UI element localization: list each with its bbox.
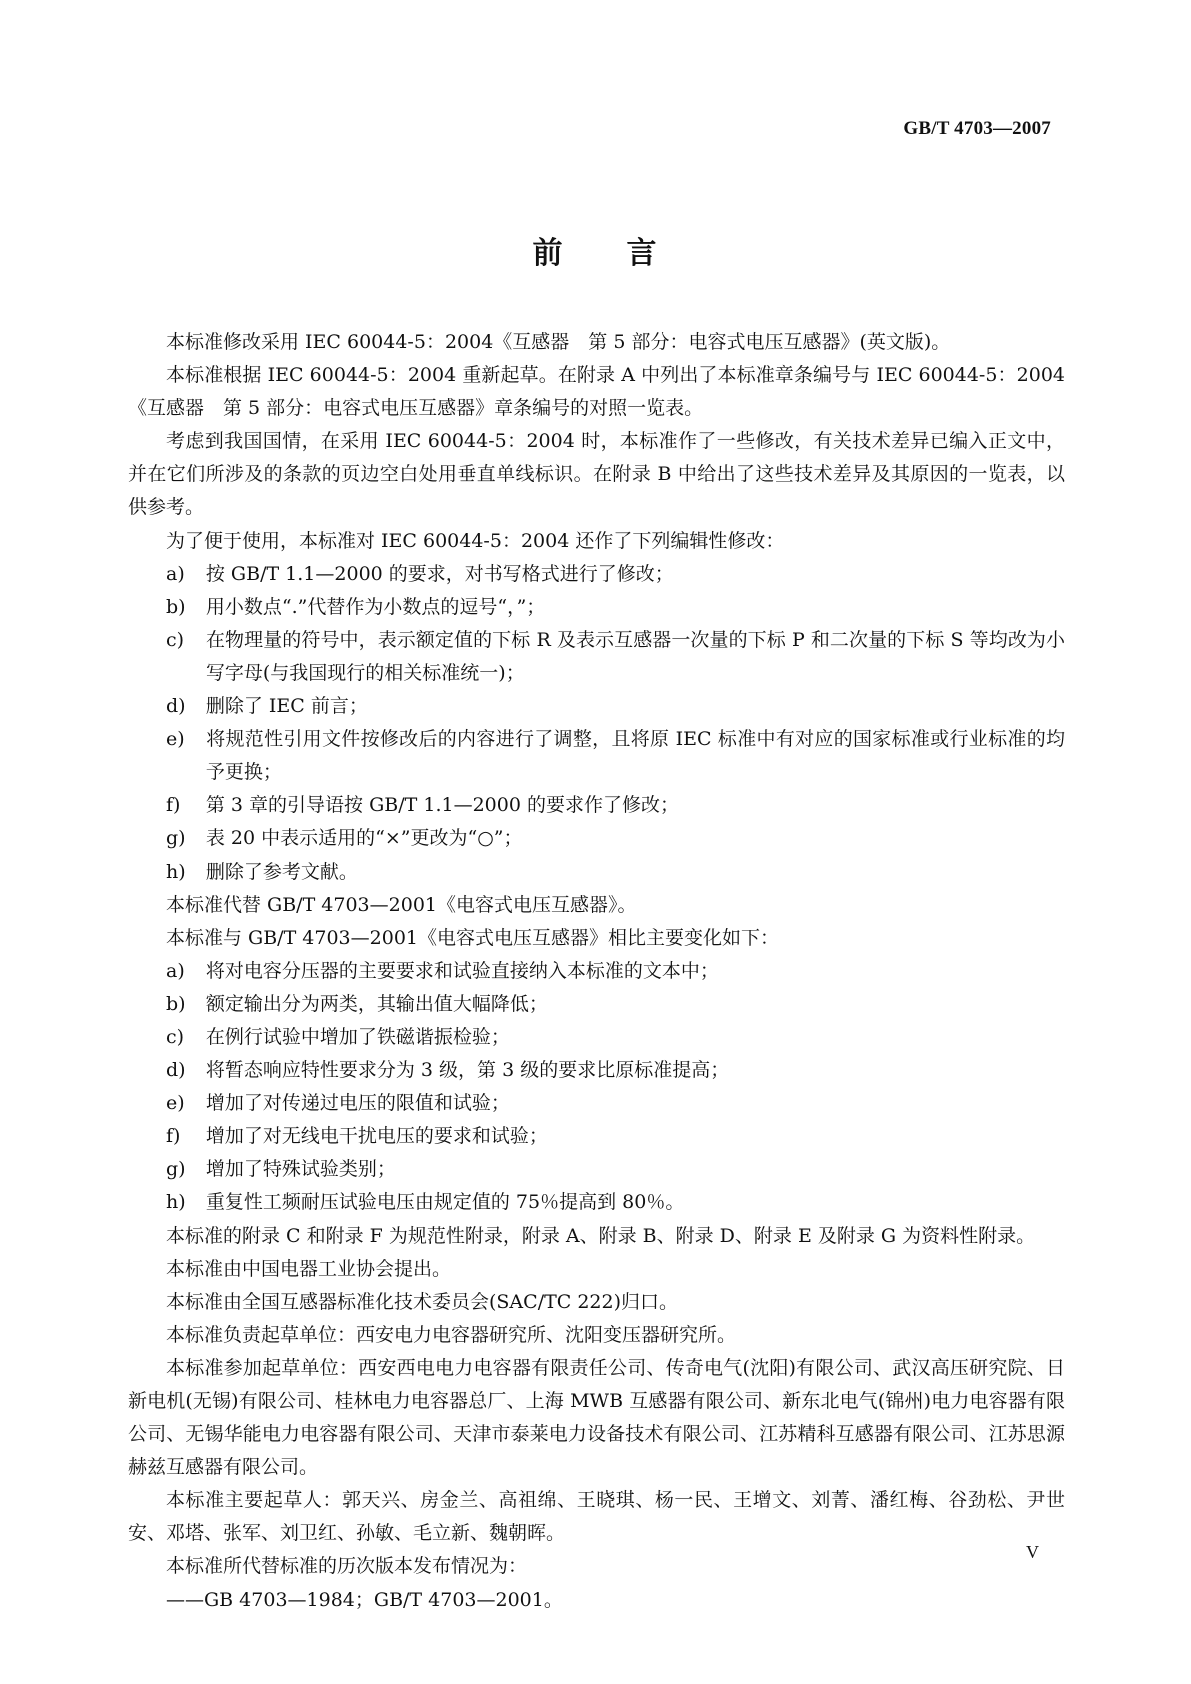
list-item: f) 第 3 章的引导语按 GB/T 1.1—2000 的要求作了修改；	[166, 794, 679, 817]
page-number: V	[1026, 1542, 1039, 1562]
list-item: h) 重复性工频耐压试验电压由规定值的 75％提高到 80％。	[166, 1191, 685, 1214]
list-item: a) 将对电容分压器的主要要求和试验直接纳入本标准的文本中；	[166, 959, 719, 982]
paragraph-annexes: 本标准的附录 C 和附录 F 为规范性附录，附录 A、附录 B、附录 D、附录 E 及附录 G 为资料性附录。	[166, 1224, 1036, 1247]
paragraph-editorial-intro: 为了便于使用，本标准对 IEC 60044-5：2004 还作了下列编辑性修改：	[166, 529, 785, 552]
list-item: g) 表 20 中表示适用的“×”更改为“○”；	[166, 827, 523, 850]
paragraph-technical-differences: 考虑到我国国情，在采用 IEC 60044-5：2004 时，本标准作了一些修改，有关技术差异已编入正文中，并在它们所涉及的条款的页边空白处用垂直单线标识。在附录 B 中给出了这些技术差异及其原因的一览表，以供参考。	[128, 430, 1065, 519]
paragraph-history: ——GB 4703—1984；GB/T 4703—2001。	[166, 1588, 563, 1611]
paragraph-participating-units: 本标准参加起草单位：西安西电电力电容器有限责任公司、传奇电气(沈阳)有限公司、武汉高压研究院、日新电机(无锡)有限公司、桂林电力电容器总厂、上海 MWB 互感器有限公司、新东北电气(锦州)电力电容器有限公司、无锡华能电力电容器有限公司、天津市泰莱电力设备技术有限公司、江苏精科互感器有限公司、江苏思源赫兹互感器有限公司。	[128, 1356, 1065, 1479]
editorial-list	[128, 558, 1065, 889]
paragraph-replaces: 本标准代替 GB/T 4703—2001《电容式电压互感器》。	[166, 893, 637, 916]
title-char-1: 前	[532, 236, 565, 271]
paragraph-changes-intro: 本标准与 GB/T 4703—2001《电容式电压互感器》相比主要变化如下：	[166, 926, 780, 949]
list-item: h) 删除了参考文献。	[166, 860, 358, 883]
list-item: f) 增加了对无线电干扰电压的要求和试验；	[166, 1125, 548, 1148]
list-item: c) 在例行试验中增加了铁磁谐振检验；	[166, 1025, 510, 1048]
list-item: b) 用小数点“.”代替作为小数点的逗号“，”；	[166, 595, 546, 618]
list-item: c) 在物理量的符号中，表示额定值的下标 R 及表示互感器一次量的下标 P 和二次量的下标 S 等均改为小写字母(与我国现行的相关标准统一)；	[166, 628, 1065, 684]
paragraph-adoption: 本标准修改采用 IEC 60044-5：2004《互感器 第 5 部分：电容式电压互感器》(英文版)。	[166, 331, 951, 353]
list-item: e) 增加了对传递过电压的限值和试验；	[166, 1092, 510, 1115]
list-item: d) 删除了 IEC 前言；	[166, 695, 368, 718]
paragraph-drafting-units: 本标准负责起草单位：西安电力电容器研究所、沈阳变压器研究所。	[166, 1323, 737, 1346]
list-item: b) 额定输出分为两类，其输出值大幅降低；	[166, 992, 548, 1015]
list-item: d) 将暂态响应特性要求分为 3 级，第 3 级的要求比原标准提高；	[166, 1059, 730, 1082]
page-title	[0, 228, 1191, 272]
paragraph-redraft: 本标准根据 IEC 60044-5：2004 重新起草。在附录 A 中列出了本标准章条编号与 IEC 60044-5：2004《互感器 第 5 部分：电容式电压互感器》章条编号的对照一览表。	[128, 364, 1065, 420]
list-item: g) 增加了特殊试验类别；	[166, 1158, 396, 1181]
list-item: e) 将规范性引用文件按修改后的内容进行了调整，且将原 IEC 标准中有对应的国家标准或行业标准的均予更换；	[166, 728, 1065, 784]
foreword-body	[128, 326, 1065, 1617]
paragraph-history-intro: 本标准所代替标准的历次版本发布情况为：	[166, 1555, 528, 1578]
paragraph-drafters: 本标准主要起草人：郭天兴、房金兰、高祖绵、王晓琪、杨一民、王增文、刘菁、潘红梅、谷劲松、尹世安、邓塔、张军、刘卫红、孙敏、毛立新、魏朝晖。	[128, 1489, 1065, 1545]
title-char-2: 言	[626, 236, 659, 271]
standard-code: GB/T 4703—2007	[903, 118, 1051, 139]
paragraph-committee: 本标准由全国互感器标准化技术委员会(SAC/TC 222)归口。	[166, 1290, 679, 1313]
list-item: a) 按 GB/T 1.1—2000 的要求，对书写格式进行了修改；	[166, 562, 674, 585]
changes-list	[128, 955, 1065, 1220]
paragraph-proposer: 本标准由中国电器工业协会提出。	[166, 1257, 452, 1280]
